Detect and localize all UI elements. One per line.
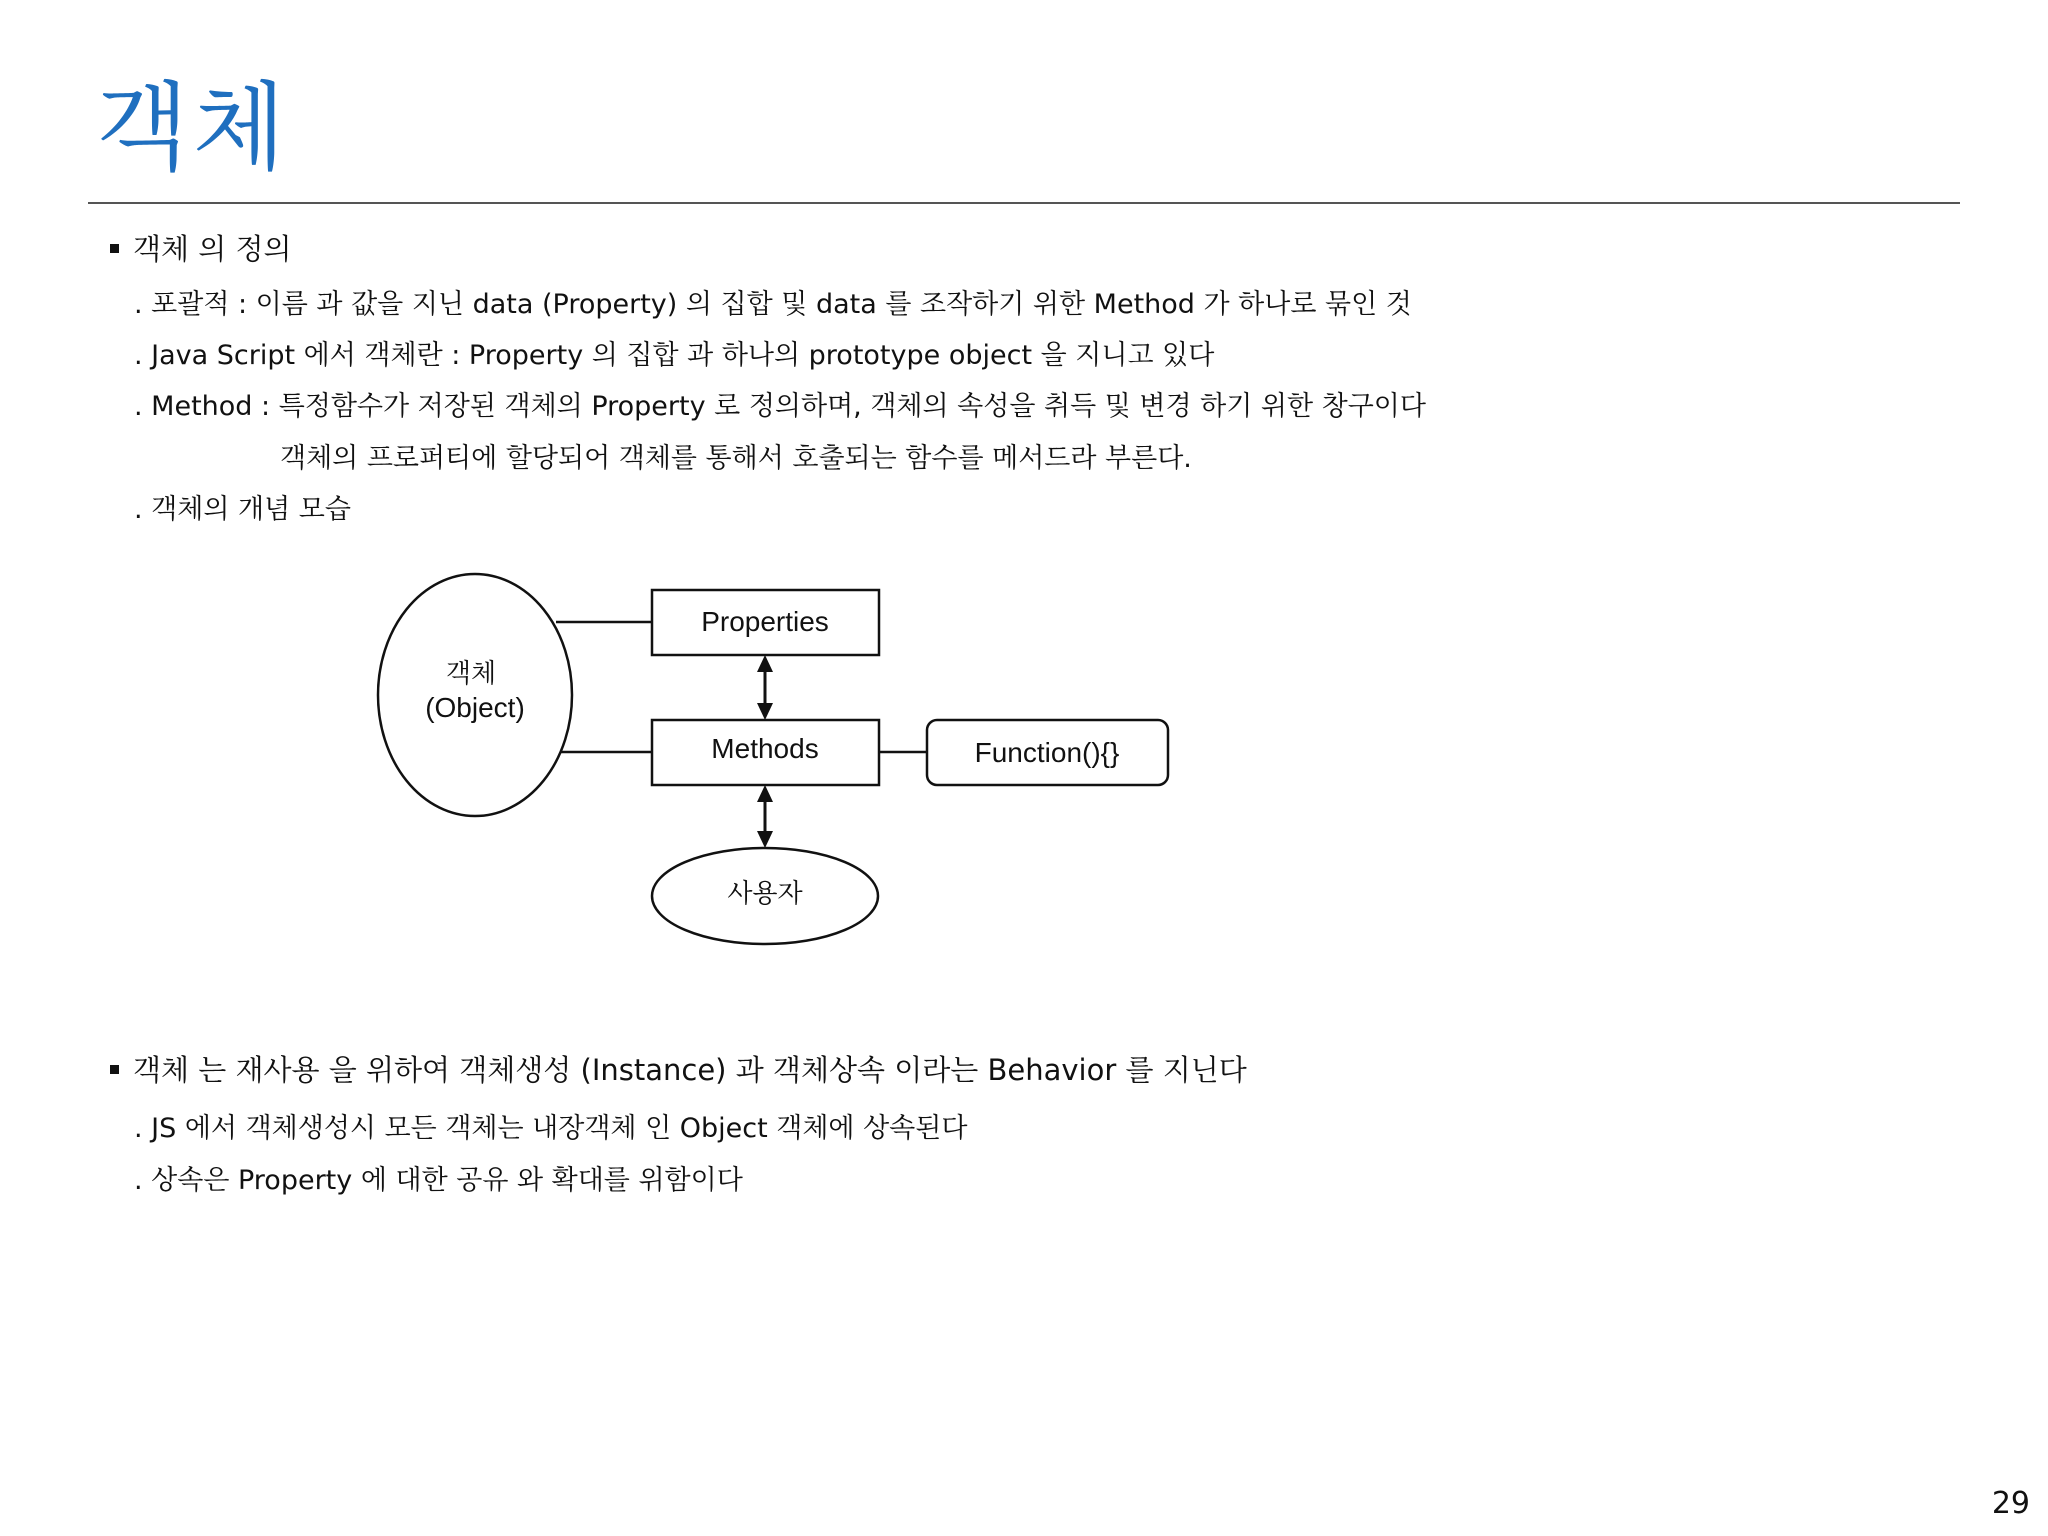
section-1-heading: 객체 의 정의 — [133, 232, 292, 266]
definition-comprehensive: . 포괄적 : 이름 과 값을 지닌 data (Property) 의 집합 및 data 를 조작하기 위한 Method 가 하나로 묶인 것 — [134, 289, 1412, 320]
arrow-up-icon — [757, 655, 773, 672]
object-label-korean: 객체 — [445, 658, 497, 688]
definition-javascript: . Java Script 에서 객체란 : Property 의 집합 과 하나의 prototype object 을 지니고 있다 — [134, 340, 1215, 371]
properties-label: Properties — [701, 606, 829, 637]
function-label: Function(){} — [974, 737, 1120, 768]
section-2-heading: 객체 는 재사용 을 위하여 객체생성 (Instance) 과 객체상속 이라는 Behavior 를 지닌다 — [133, 1053, 1247, 1087]
user-label: 사용자 — [727, 878, 803, 908]
object-label-english: (Object) — [425, 692, 525, 723]
js-inheritance-note: . JS 에서 객체생성시 모든 객체는 내장객체 인 Object 객체에 상속된다 — [134, 1113, 968, 1144]
definition-method: . Method : 특정함수가 저장된 객체의 Property 로 정의하며, 객체의 속성을 취득 및 변경 하기 위한 창구이다 — [134, 391, 1426, 422]
page-number: 29 — [1991, 1486, 2030, 1521]
page-title: 객체 — [96, 72, 290, 184]
arrow-down-icon — [757, 703, 773, 720]
concept-caption: . 객체의 개념 모습 — [134, 494, 351, 525]
definition-method-detail: 객체의 프로퍼티에 할당되어 객체를 통해서 호출되는 함수를 메서드라 부른다. — [280, 443, 1192, 474]
methods-label: Methods — [711, 733, 819, 764]
arrow-up-icon — [757, 785, 773, 802]
inheritance-purpose-note: . 상속은 Property 에 대한 공유 와 확대를 위함이다 — [134, 1165, 743, 1196]
bullet-square-icon — [110, 1065, 119, 1074]
arrow-down-icon — [757, 831, 773, 848]
section-2-bullet — [110, 1048, 1247, 1089]
